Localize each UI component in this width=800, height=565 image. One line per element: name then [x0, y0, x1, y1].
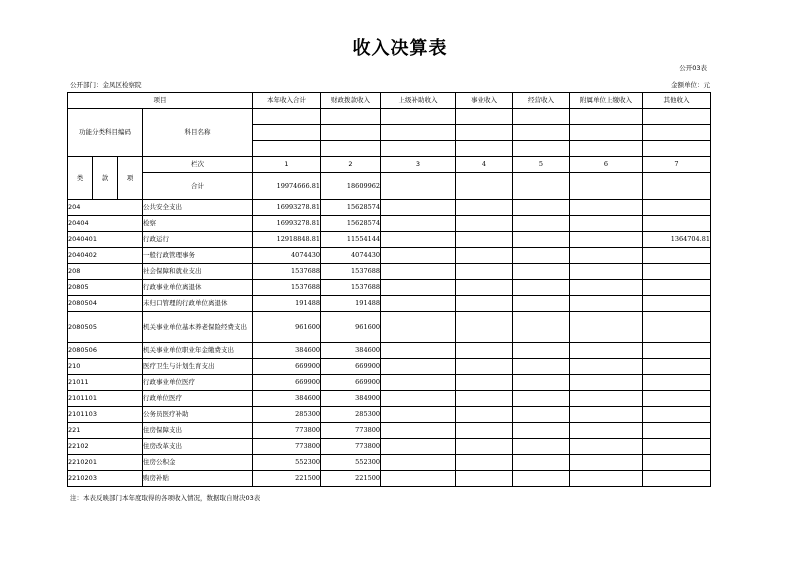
empty-cell	[456, 359, 513, 375]
table-row	[68, 359, 711, 375]
row-other-income	[643, 296, 711, 312]
empty-cell	[513, 471, 570, 487]
header-lei: 类	[68, 157, 93, 200]
row-total-income: 1537688	[253, 264, 321, 280]
empty-cell	[513, 375, 570, 391]
total-fiscal-value: 18609962	[321, 173, 381, 200]
header-kuan: 款	[93, 157, 118, 200]
row-fiscal: 221500	[321, 471, 381, 487]
empty-cell	[513, 343, 570, 359]
row-subject-name: 行政事业单位离退休	[143, 280, 253, 296]
header-column-no: 栏次	[143, 157, 253, 173]
empty-cell	[456, 375, 513, 391]
row-code: 2040401	[68, 232, 143, 248]
table-row	[68, 375, 711, 391]
empty-cell	[513, 280, 570, 296]
row-subject-name: 行政运行	[143, 232, 253, 248]
empty-cell	[456, 280, 513, 296]
empty-cell	[513, 200, 570, 216]
row-total-income: 4074430	[253, 248, 321, 264]
column-number-3: 3	[381, 157, 456, 173]
empty-cell	[381, 216, 456, 232]
empty-cell	[570, 471, 643, 487]
row-other-income	[643, 375, 711, 391]
row-fiscal: 961600	[321, 312, 381, 343]
row-subject-name: 检察	[143, 216, 253, 232]
row-fiscal: 384900	[321, 391, 381, 407]
total-label: 合计	[143, 173, 253, 200]
row-code: 2080505	[68, 312, 143, 343]
page-title: 收入决算表	[352, 38, 448, 59]
row-subject-name: 公共安全支出	[143, 200, 253, 216]
row-other-income	[643, 359, 711, 375]
table-row	[68, 312, 711, 343]
empty-cell	[513, 407, 570, 423]
row-total-income: 773800	[253, 439, 321, 455]
header-operating: 经营收入	[513, 93, 570, 109]
form-number: 公开03表	[679, 64, 707, 72]
column-number-7: 7	[643, 157, 711, 173]
empty-cell	[570, 200, 643, 216]
column-number-6: 6	[570, 157, 643, 173]
row-other-income	[643, 343, 711, 359]
row-fiscal: 1537688	[321, 280, 381, 296]
empty-cell	[456, 248, 513, 264]
empty-cell	[381, 248, 456, 264]
table-row	[68, 471, 711, 487]
row-fiscal: 285300	[321, 407, 381, 423]
row-total-income: 191488	[253, 296, 321, 312]
header-item: 项目	[68, 93, 253, 109]
table-row	[68, 439, 711, 455]
footnote: 注：本表反映部门本年度取得的各项收入情况，数据取自财决03表	[70, 494, 261, 502]
empty-cell	[513, 248, 570, 264]
empty-cell	[381, 200, 456, 216]
header-xiang: 项	[118, 157, 143, 200]
row-other-income: 1364704.81	[643, 232, 711, 248]
row-other-income	[643, 391, 711, 407]
row-total-income: 1537688	[253, 280, 321, 296]
empty-cell	[381, 391, 456, 407]
empty-cell	[570, 248, 643, 264]
column-number-1: 1	[253, 157, 321, 173]
row-subject-name: 行政单位医疗	[143, 391, 253, 407]
empty-cell	[456, 455, 513, 471]
row-other-income	[643, 280, 711, 296]
row-subject-name: 社会保障和就业支出	[143, 264, 253, 280]
row-total-income: 552300	[253, 455, 321, 471]
empty-cell	[381, 439, 456, 455]
row-fiscal: 15628574	[321, 200, 381, 216]
row-code: 2210203	[68, 471, 143, 487]
row-subject-name: 机关事业单位基本养老保险经费支出	[143, 312, 253, 343]
empty-cell	[381, 359, 456, 375]
empty-cell	[381, 423, 456, 439]
row-total-income: 12918848.81	[253, 232, 321, 248]
row-other-income	[643, 455, 711, 471]
row-fiscal: 552300	[321, 455, 381, 471]
empty-cell	[456, 439, 513, 455]
empty-cell	[570, 375, 643, 391]
row-fiscal: 4074430	[321, 248, 381, 264]
header-superior: 上级补助收入	[381, 93, 456, 109]
row-code: 210	[68, 359, 143, 375]
row-code: 204	[68, 200, 143, 216]
empty-cell	[570, 407, 643, 423]
empty-cell	[456, 391, 513, 407]
row-fiscal: 669900	[321, 375, 381, 391]
row-subject-name: 行政事业单位医疗	[143, 375, 253, 391]
row-total-income: 285300	[253, 407, 321, 423]
row-total-income: 221500	[253, 471, 321, 487]
empty-cell	[513, 391, 570, 407]
empty-cell	[570, 280, 643, 296]
empty-cell	[456, 200, 513, 216]
empty-cell	[513, 264, 570, 280]
header-subject-name: 科目名称	[143, 109, 253, 157]
table-row	[68, 296, 711, 312]
empty-cell	[456, 232, 513, 248]
row-other-income	[643, 264, 711, 280]
empty-cell	[570, 216, 643, 232]
empty-cell	[570, 423, 643, 439]
row-code: 2210201	[68, 455, 143, 471]
empty-cell	[570, 296, 643, 312]
table-row	[68, 407, 711, 423]
empty-cell	[570, 232, 643, 248]
income-table	[67, 92, 711, 487]
empty-cell	[381, 407, 456, 423]
empty-cell	[456, 312, 513, 343]
row-total-income: 384600	[253, 391, 321, 407]
table-row	[68, 216, 711, 232]
row-fiscal: 15628574	[321, 216, 381, 232]
empty-cell	[513, 423, 570, 439]
table-row	[68, 455, 711, 471]
empty-cell	[456, 216, 513, 232]
empty-cell	[570, 359, 643, 375]
row-fiscal: 669900	[321, 359, 381, 375]
empty-cell	[456, 343, 513, 359]
column-number-2: 2	[321, 157, 381, 173]
empty-cell	[456, 423, 513, 439]
table-row	[68, 343, 711, 359]
empty-cell	[381, 280, 456, 296]
empty-cell	[570, 312, 643, 343]
table-row	[68, 423, 711, 439]
row-total-income: 16993278.81	[253, 216, 321, 232]
row-subject-name: 医疗卫生与计划生育支出	[143, 359, 253, 375]
row-subject-name: 购房补贴	[143, 471, 253, 487]
total-income-value: 19974666.81	[253, 173, 321, 200]
row-subject-name: 机关事业单位职业年金缴费支出	[143, 343, 253, 359]
empty-cell	[456, 264, 513, 280]
empty-cell	[381, 455, 456, 471]
header-total-income: 本年收入合计	[253, 93, 321, 109]
row-fiscal: 191488	[321, 296, 381, 312]
row-fiscal: 773800	[321, 423, 381, 439]
empty-cell	[456, 471, 513, 487]
table-row	[68, 264, 711, 280]
header-other: 其他收入	[643, 93, 711, 109]
row-other-income	[643, 407, 711, 423]
row-total-income: 961600	[253, 312, 321, 343]
row-total-income: 669900	[253, 375, 321, 391]
row-subject-name: 一般行政管理事务	[143, 248, 253, 264]
empty-cell	[381, 471, 456, 487]
empty-cell	[381, 264, 456, 280]
empty-cell	[570, 439, 643, 455]
amount-unit-label: 金额单位：元	[671, 81, 710, 89]
empty-cell	[456, 296, 513, 312]
table-row	[68, 200, 711, 216]
empty-cell	[570, 264, 643, 280]
row-other-income	[643, 439, 711, 455]
empty-cell	[381, 343, 456, 359]
row-total-income: 669900	[253, 359, 321, 375]
row-subject-name: 住房保障支出	[143, 423, 253, 439]
empty-cell	[513, 216, 570, 232]
column-number-4: 4	[456, 157, 513, 173]
row-subject-name: 公务员医疗补助	[143, 407, 253, 423]
table-row	[68, 232, 711, 248]
row-other-income	[643, 216, 711, 232]
empty-cell	[570, 343, 643, 359]
row-code: 2040402	[68, 248, 143, 264]
row-code: 2101103	[68, 407, 143, 423]
table-row	[68, 248, 711, 264]
empty-cell	[513, 439, 570, 455]
empty-cell	[513, 455, 570, 471]
empty-cell	[513, 312, 570, 343]
row-code: 22102	[68, 439, 143, 455]
empty-cell	[456, 407, 513, 423]
row-fiscal: 1537688	[321, 264, 381, 280]
row-fiscal: 384600	[321, 343, 381, 359]
row-fiscal: 773800	[321, 439, 381, 455]
row-total-income: 16993278.81	[253, 200, 321, 216]
row-other-income	[643, 248, 711, 264]
row-other-income	[643, 200, 711, 216]
header-business: 事业收入	[456, 93, 513, 109]
row-subject-name: 未归口管理的行政单位离退休	[143, 296, 253, 312]
row-code: 20805	[68, 280, 143, 296]
row-total-income: 384600	[253, 343, 321, 359]
header-func-code: 功能分类科目编码	[68, 109, 143, 157]
empty-cell	[513, 232, 570, 248]
header-affiliated: 附属单位上缴收入	[570, 93, 643, 109]
row-subject-name: 住房公积金	[143, 455, 253, 471]
table-row	[68, 280, 711, 296]
empty-cell	[513, 296, 570, 312]
row-other-income	[643, 423, 711, 439]
row-code: 2080504	[68, 296, 143, 312]
column-number-5: 5	[513, 157, 570, 173]
row-total-income: 773800	[253, 423, 321, 439]
row-code: 221	[68, 423, 143, 439]
row-other-income	[643, 312, 711, 343]
empty-cell	[381, 232, 456, 248]
row-subject-name: 住房改革支出	[143, 439, 253, 455]
empty-cell	[381, 375, 456, 391]
department-label: 公开部门：金凤区检察院	[70, 81, 142, 89]
row-code: 2080506	[68, 343, 143, 359]
empty-cell	[570, 391, 643, 407]
row-code: 21011	[68, 375, 143, 391]
empty-cell	[381, 296, 456, 312]
table-row	[68, 391, 711, 407]
header-fiscal: 财政拨款收入	[321, 93, 381, 109]
row-other-income	[643, 471, 711, 487]
row-code: 20404	[68, 216, 143, 232]
row-code: 208	[68, 264, 143, 280]
empty-cell	[381, 312, 456, 343]
row-code: 2101101	[68, 391, 143, 407]
empty-cell	[513, 359, 570, 375]
empty-cell	[570, 455, 643, 471]
row-fiscal: 11554144	[321, 232, 381, 248]
